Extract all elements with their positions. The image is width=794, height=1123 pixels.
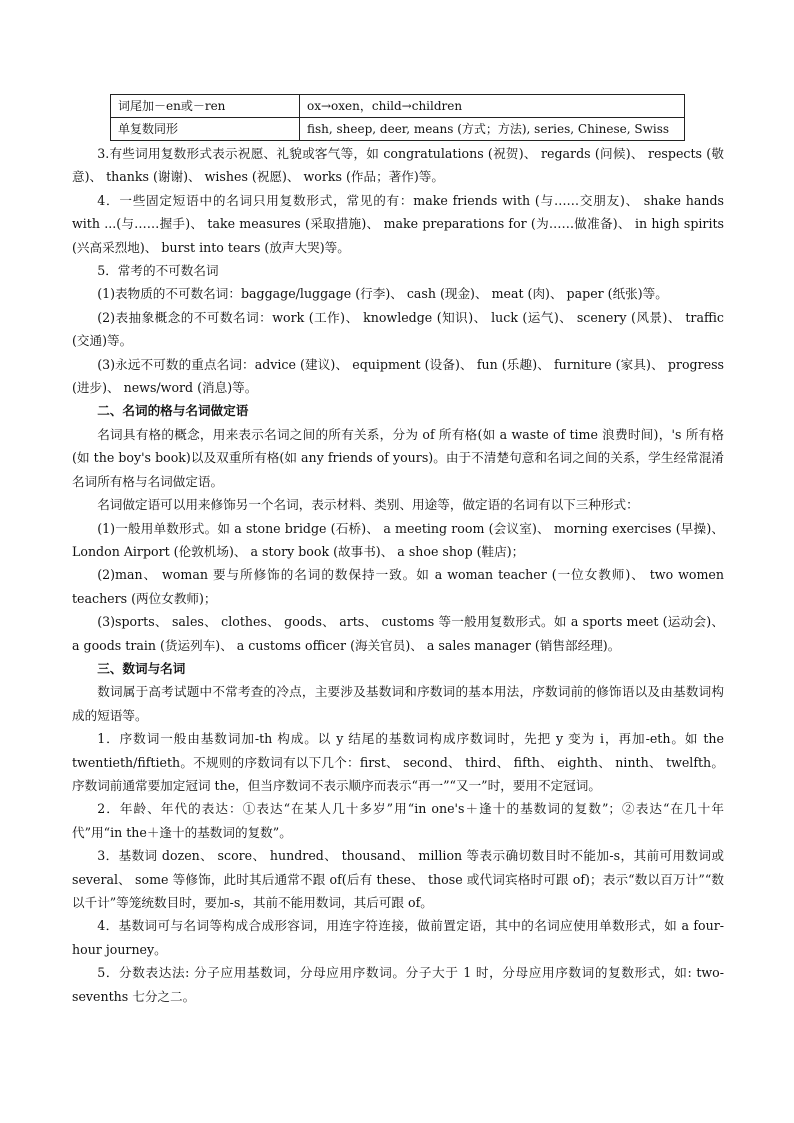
paragraph: (2)表抽象概念的不可数名词：work (工作)、 knowledge (知识)、 luck (运气)、 scenery (风景)、 traffic (交通)等。 — [72, 309, 724, 349]
table-cell: 词尾加－en或－ren — [111, 95, 300, 118]
document-page — [72, 94, 724, 1008]
paragraph: (1)表物质的不可数名词：baggage/luggage (行李)、 cash (现金)、 meat (肉)、 paper (纸张)等。 — [97, 286, 668, 302]
table-cell: 单复数同形 — [111, 118, 300, 141]
paragraph: (3)sports、 sales、 clothes、 goods、 arts、 customs 等一般用复数形式。如 a sports meet (运动会)、 a goods train (货运列车)、 a customs officer (海关官员)、 a sales manager (销售部经理)。 — [72, 614, 724, 653]
table-row — [111, 95, 685, 118]
paragraph: (1)一般用单数形式。如 a stone bridge (石桥)、 a meeting room (会议室)、 morning exercises (早操)、 London Airport (伦敦机场)、 a story book (故事书)、 a shoe shop (鞋店)； — [72, 520, 724, 559]
paragraph: 5．分数表达法: 分子应用基数词，分母应用序数词。分子大于 1 时，分母应用序数词的复数形式，如: two-sevenths 七分之二。 — [72, 965, 724, 1004]
section-heading: 三、数词与名词 — [97, 660, 186, 676]
paragraph: 1．序数词一般由基数词加-th 构成。以 y 结尾的基数词构成序数词时，先把 y 变为 i，再加-eth。如 the twentieth/fiftieth。不规则的序数词有以下几个：first、 second、 third、 fifth、 eighth、 ninth、 twelfth。序数词前通常要加定冠词 the，但当序数词不表示顺序而表示“再一”“又一”时，要用不定冠词。 — [72, 731, 724, 793]
section-heading: 二、名词的格与名词做定语 — [97, 403, 249, 419]
paragraph: 3.有些词用复数形式表示祝愿、礼貌或客气等，如 congratulations (祝贺)、 regards (问候)、 respects (敬意)、 thanks (谢谢)、 wishes (祝愿)、 works (作品；著作)等。 — [72, 146, 724, 185]
paragraph: 数词属于高考试题中不常考查的冷点，主要涉及基数词和序数词的基本用法，序数词前的修饰语以及由基数词构成的短语等。 — [72, 684, 724, 723]
table-cell: fish, sheep, deer, means (方式；方法), series, Chinese, Swiss — [300, 118, 685, 141]
paragraph: 4．基数词可与名词等构成合成形容词，用连字符连接，做前置定语，其中的名词应使用单数形式，如 a four-hour journey。 — [72, 918, 724, 957]
paragraph: 4．一些固定短语中的名词只用复数形式，常见的有：make friends with (与……交朋友)、 shake hands with ...(与……握手)、 take measures (采取措施)、 make preparations for (为……做准备)、 in high spirits (兴高采烈地)、 burst into tears (放声大哭)等。 — [72, 192, 724, 255]
paragraph: 名词具有格的概念，用来表示名词之间的所有关系，分为 of 所有格(如 a waste of time 浪费时间)，'s 所有格(如 the boy's book)以及双重所有格(如 any friends of yours)。由于不清楚句意和名词之间的关系，学生经常混淆名词所有格与名词做定语。 — [72, 426, 724, 489]
body-text — [72, 142, 724, 1008]
paragraph: 3．基数词 dozen、 score、 hundred、 thousand、 million 等表示确切数目时不能加-s，其前可用数词或 several、 some 等修饰，此时其后通常不跟 of(后有 these、 those 或代词宾格时可跟 of)；表示“数以百万计”“数以千计”等笼统数目时，要加-s，其前不能用数词，其后可跟 of。 — [72, 848, 724, 910]
paragraph: 2．年龄、年代的表达：①表达“在某人几十多岁”用“in one's＋逢十的基数词的复数”；②表达“在几十年代”用“in the＋逢十的基数词的复数”。 — [72, 801, 724, 840]
table-cell: ox→oxen，child→children — [300, 95, 685, 118]
plural-rules-table — [110, 94, 685, 141]
paragraph: 名词做定语可以用来修饰另一个名词，表示材料、类别、用途等，做定语的名词有以下三种形式： — [97, 497, 639, 513]
paragraph: (3)永远不可数的重点名词：advice (建议)、 equipment (设备)、 fun (乐趣)、 furniture (家具)、 progress (进步)、 news/word (消息)等。 — [72, 356, 724, 396]
table-row — [111, 118, 685, 141]
paragraph: 5．常考的不可数名词 — [97, 263, 219, 279]
paragraph: (2)man、 woman 要与所修饰的名词的数保持一致。如 a woman teacher (一位女教师)、 two women teachers (两位女教师)； — [72, 567, 724, 606]
